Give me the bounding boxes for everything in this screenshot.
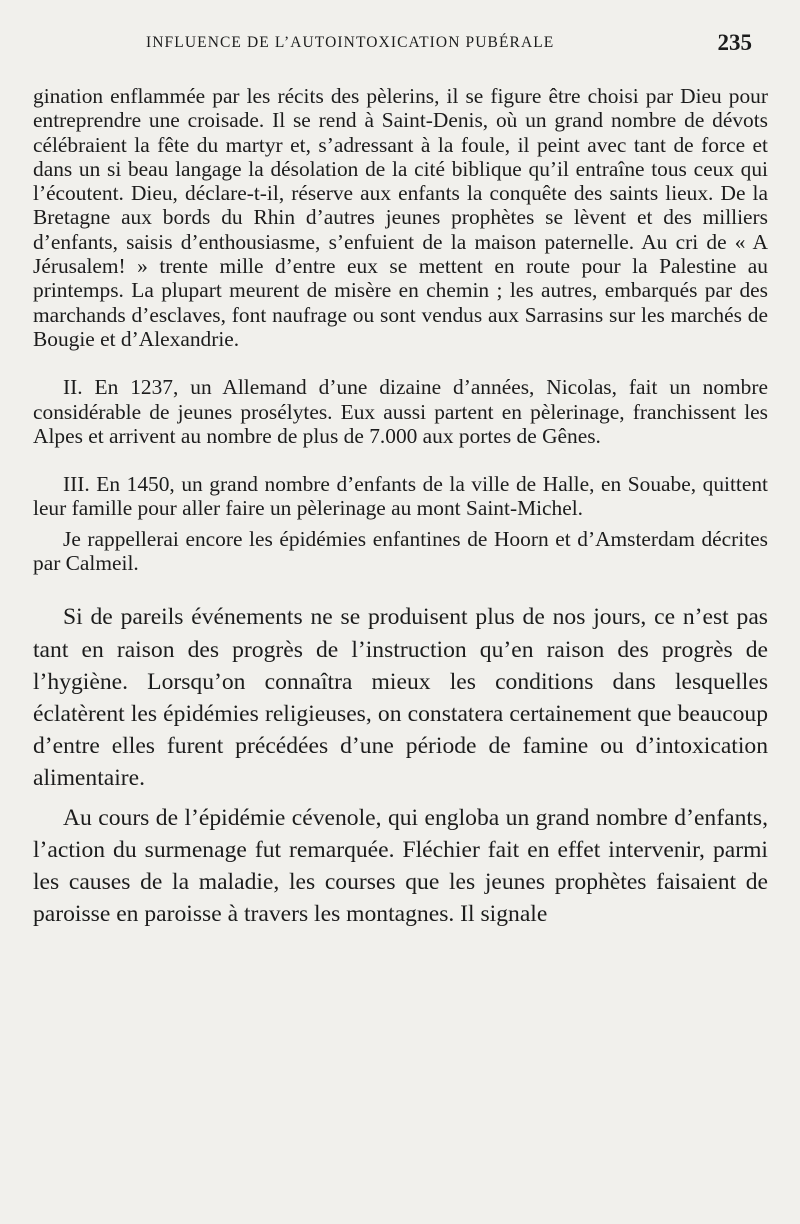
body-text-large bbox=[33, 601, 768, 930]
book-page bbox=[33, 30, 768, 930]
page-number: 235 bbox=[717, 30, 752, 55]
paragraph-1450: III. En 1450, un grand nombre d’enfants de la ville de Halle, en Souabe, quittent leur famille pour aller faire un pèlerinage au mont Saint-Michel. bbox=[33, 472, 768, 521]
paragraph-croisade: gination enflammée par les récits des pèlerins, il se figure être choisi par Dieu pour entreprendre une croisade. Il se rend à Saint-Denis, où un grand nombre de dévots célébraient la fête du martyr et, s’adressant à la foule, il peint avec tant de force et dans un si beau langage la désolation de la cité biblique qu’il entraîne tous ceux qui l’écoutent. Dieu, déclare-t-il, réserve aux enfants la conquête des saints lieux. De la Bretagne aux bords du Rhin d’autres jeunes prophètes se lèvent et des milliers d’enfants, saisis d’enthousiasme, s’enfuient de la maison paternelle. Au cri de « A Jérusalem! » trente mille d’entre eux se mettent en route pour la Palestine au printemps. La plupart meurent de misère en chemin ; les autres, embarqués par des marchands d’esclaves, font naufrage ou sont vendus aux Sarrasins sur les marchés de Bougie et d’Alexandrie. bbox=[33, 84, 768, 351]
paragraph-calmeil: Je rappellerai encore les épidémies enfantines de Hoorn et d’Amsterdam décrites par Calmeil. bbox=[33, 526, 768, 576]
paragraph-hygiene: Si de pareils événements ne se produisent plus de nos jours, ce n’est pas tant en raison des progrès de l’instruction qu’en raison des progrès de l’hygiène. Lorsqu’on connaîtra mieux les conditions dans lesquelles éclatèrent les épidémies religieuses, on constatera certainement que beaucoup d’entre elles furent précédées d’une période de famine ou d’intoxication alimentaire. bbox=[33, 604, 768, 792]
paragraph-1237: II. En 1237, un Allemand d’une dizaine d’années, Nicolas, fait un nombre considérable de jeunes prosélytes. Eux aussi partent en pèlerinage, franchissent les Alpes et arrivent au nombre de plus de 7.000 aux portes de Gênes. bbox=[33, 375, 768, 448]
paragraph-cevenole: Au cours de l’épidémie cévenole, qui engloba un grand nombre d’enfants, l’action du surmenage fut remarquée. Fléchier fait en effet intervenir, parmi les causes de la maladie, les courses que les jeunes prophètes faisaient de paroisse en paroisse à travers les montagnes. Il signale bbox=[33, 804, 768, 928]
running-title: INFLUENCE DE L’AUTOINTOXICATION PUBÉRALE bbox=[146, 34, 555, 51]
body-text-small bbox=[33, 84, 768, 575]
running-head bbox=[33, 30, 768, 56]
